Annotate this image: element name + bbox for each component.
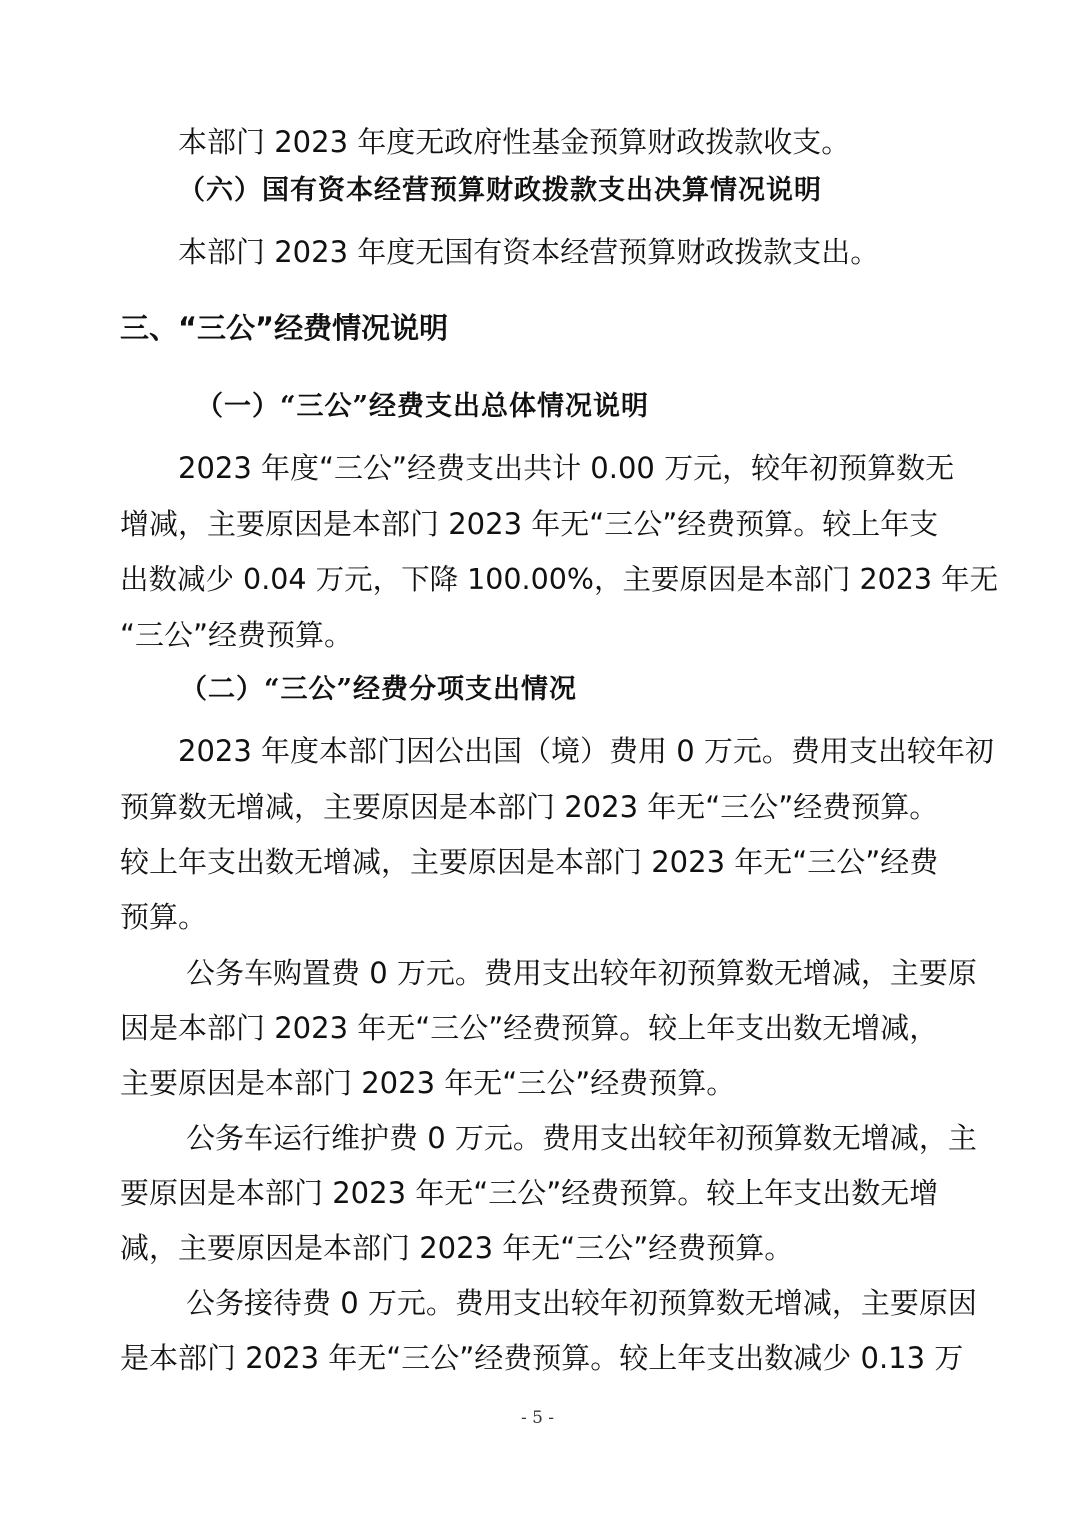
paragraph-line: 要原因是本部门 2023 年无“三公”经费预算。较上年支出数无增	[120, 1176, 939, 1210]
paragraph-line: 增减，主要原因是本部门 2023 年无“三公”经费预算。较上年支	[120, 507, 939, 541]
paragraph-line: “三公”经费预算。	[120, 618, 354, 652]
paragraph-line: 减，主要原因是本部门 2023 年无“三公”经费预算。	[120, 1231, 794, 1265]
paragraph-line: 主要原因是本部门 2023 年无“三公”经费预算。	[120, 1066, 736, 1100]
paragraph-line: 预算数无增减，主要原因是本部门 2023 年无“三公”经费预算。	[120, 790, 939, 824]
paragraph-line: 出数减少 0.04 万元，下降 100.00%，主要原因是本部门 2023 年无	[120, 563, 999, 596]
paragraph-line: 本部门 2023 年度无政府性基金预算财政拨款收支。	[178, 125, 851, 159]
chapter-heading-3: 三、“三公”经费情况说明	[120, 311, 449, 345]
paragraph-line: 2023 年度本部门因公出国（境）费用 0 万元。费用支出较年初	[178, 734, 994, 768]
section-heading-2: （二）“三公”经费分项支出情况	[180, 674, 578, 705]
section-heading-6: （六）国有资本经营预算财政拨款支出决算情况说明	[178, 175, 822, 206]
paragraph-line: 因是本部门 2023 年无“三公”经费预算。较上年支出数无增减，	[120, 1011, 939, 1045]
paragraph-line: 是本部门 2023 年无“三公”经费预算。较上年支出数减少 0.13 万	[120, 1341, 964, 1375]
page-number: - 5 -	[520, 1408, 555, 1428]
paragraph-line: 预算。	[120, 900, 208, 934]
paragraph-line: 2023 年度“三公”经费支出共计 0.00 万元，较年初预算数无	[178, 451, 955, 485]
paragraph-line: 公务接待费 0 万元。费用支出较年初预算数无增减，主要原因	[186, 1286, 977, 1320]
paragraph-line: 公务车购置费 0 万元。费用支出较年初预算数无增减，主要原	[186, 956, 977, 990]
paragraph-line: 公务车运行维护费 0 万元。费用支出较年初预算数无增减，主	[186, 1121, 977, 1155]
paragraph-line: 本部门 2023 年度无国有资本经营预算财政拨款支出。	[178, 235, 880, 269]
paragraph-line: 较上年支出数无增减，主要原因是本部门 2023 年无“三公”经费	[120, 845, 939, 879]
section-heading-1: （一）“三公”经费支出总体情况说明	[196, 391, 650, 422]
